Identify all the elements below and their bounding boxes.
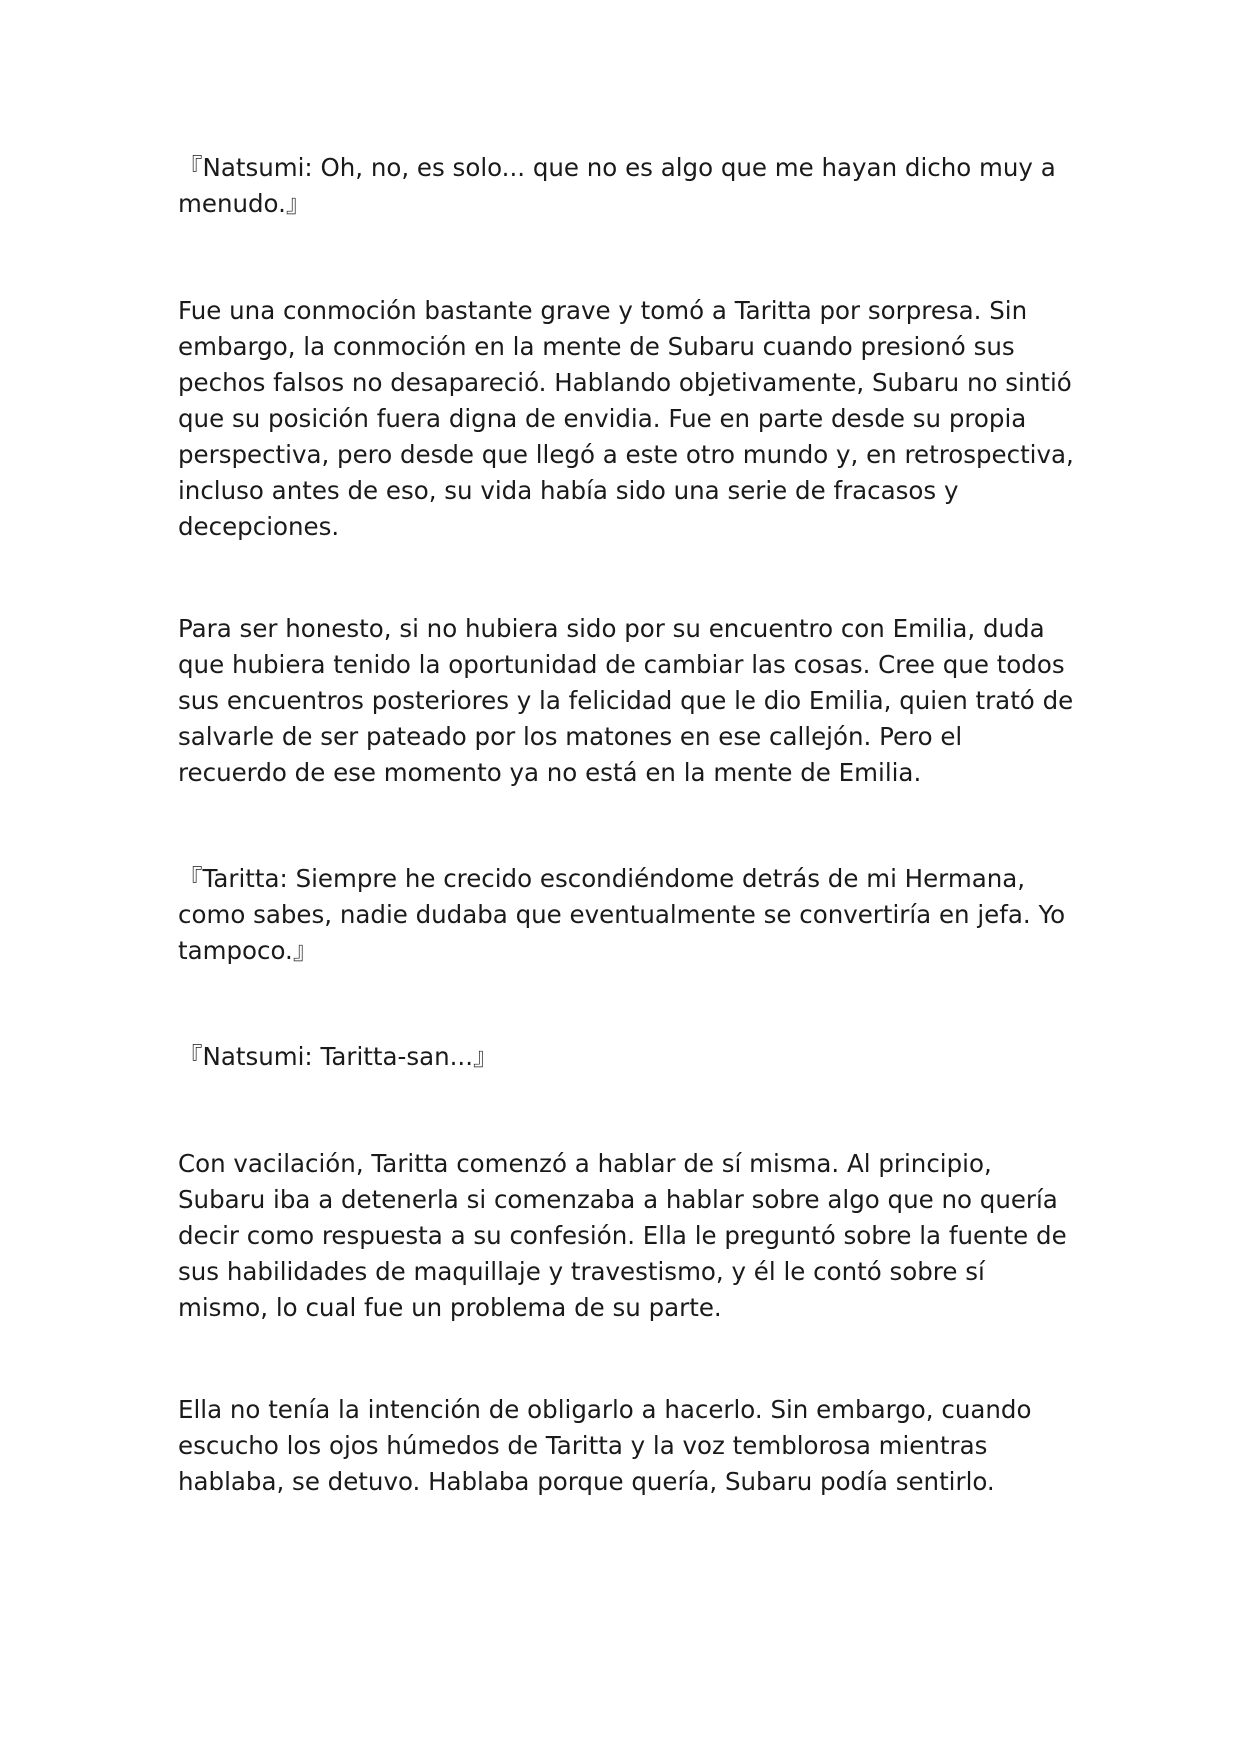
narration-paragraph-1: Fue una conmoción bastante grave y tomó a Taritta por sorpresa. Sin embargo, la conmoción en la mente de Subaru cuando presionó sus pechos falsos no desapareció. Hablando objetivamente, Subaru no sintió que su posición fuera digna de envidia. Fue en parte desde su propia perspectiva, pero desde que llegó a este otro mundo y, en retrospectiva, incluso antes de eso, su vida había sido una serie de fracasos y decepciones. <box>178 296 1074 541</box>
dialogue-natsumi-1: 『Natsumi: Oh, no, es solo... que no es algo que me hayan dicho muy a menudo.』 <box>178 153 1056 218</box>
dialogue-taritta: 『Taritta: Siempre he crecido escondiéndome detrás de mi Hermana, como sabes, nadie dudaba que eventualmente se convertiría en jefa. Yo tampoco.』 <box>178 864 1066 965</box>
dialogue-natsumi-2: 『Natsumi: Taritta-san...』 <box>178 1042 498 1071</box>
narration-paragraph-2: Para ser honesto, si no hubiera sido por su encuentro con Emilia, duda que hubiera tenido la oportunidad de cambiar las cosas. Cree que todos sus encuentros posteriores y la felicidad que le dio Emilia, quien trató de salvarle de ser pateado por los matones en ese callejón. Pero el recuerdo de ese momento ya no está en la mente de Emilia. <box>178 614 1074 787</box>
narration-paragraph-4: Ella no tenía la intención de obligarlo a hacerlo. Sin embargo, cuando escucho los ojos húmedos de Taritta y la voz temblorosa mientras hablaba, se detuvo. Hablaba porque quería, Subaru podía sentirlo. <box>178 1395 1032 1496</box>
narration-paragraph-3: Con vacilación, Taritta comenzó a hablar de sí misma. Al principio, Subaru iba a detenerla si comenzaba a hablar sobre algo que no quería decir como respuesta a su confesión. Ella le preguntó sobre la fuente de sus habilidades de maquillaje y travestismo, y él le contó sobre sí mismo, lo cual fue un problema de su parte. <box>178 1149 1067 1322</box>
